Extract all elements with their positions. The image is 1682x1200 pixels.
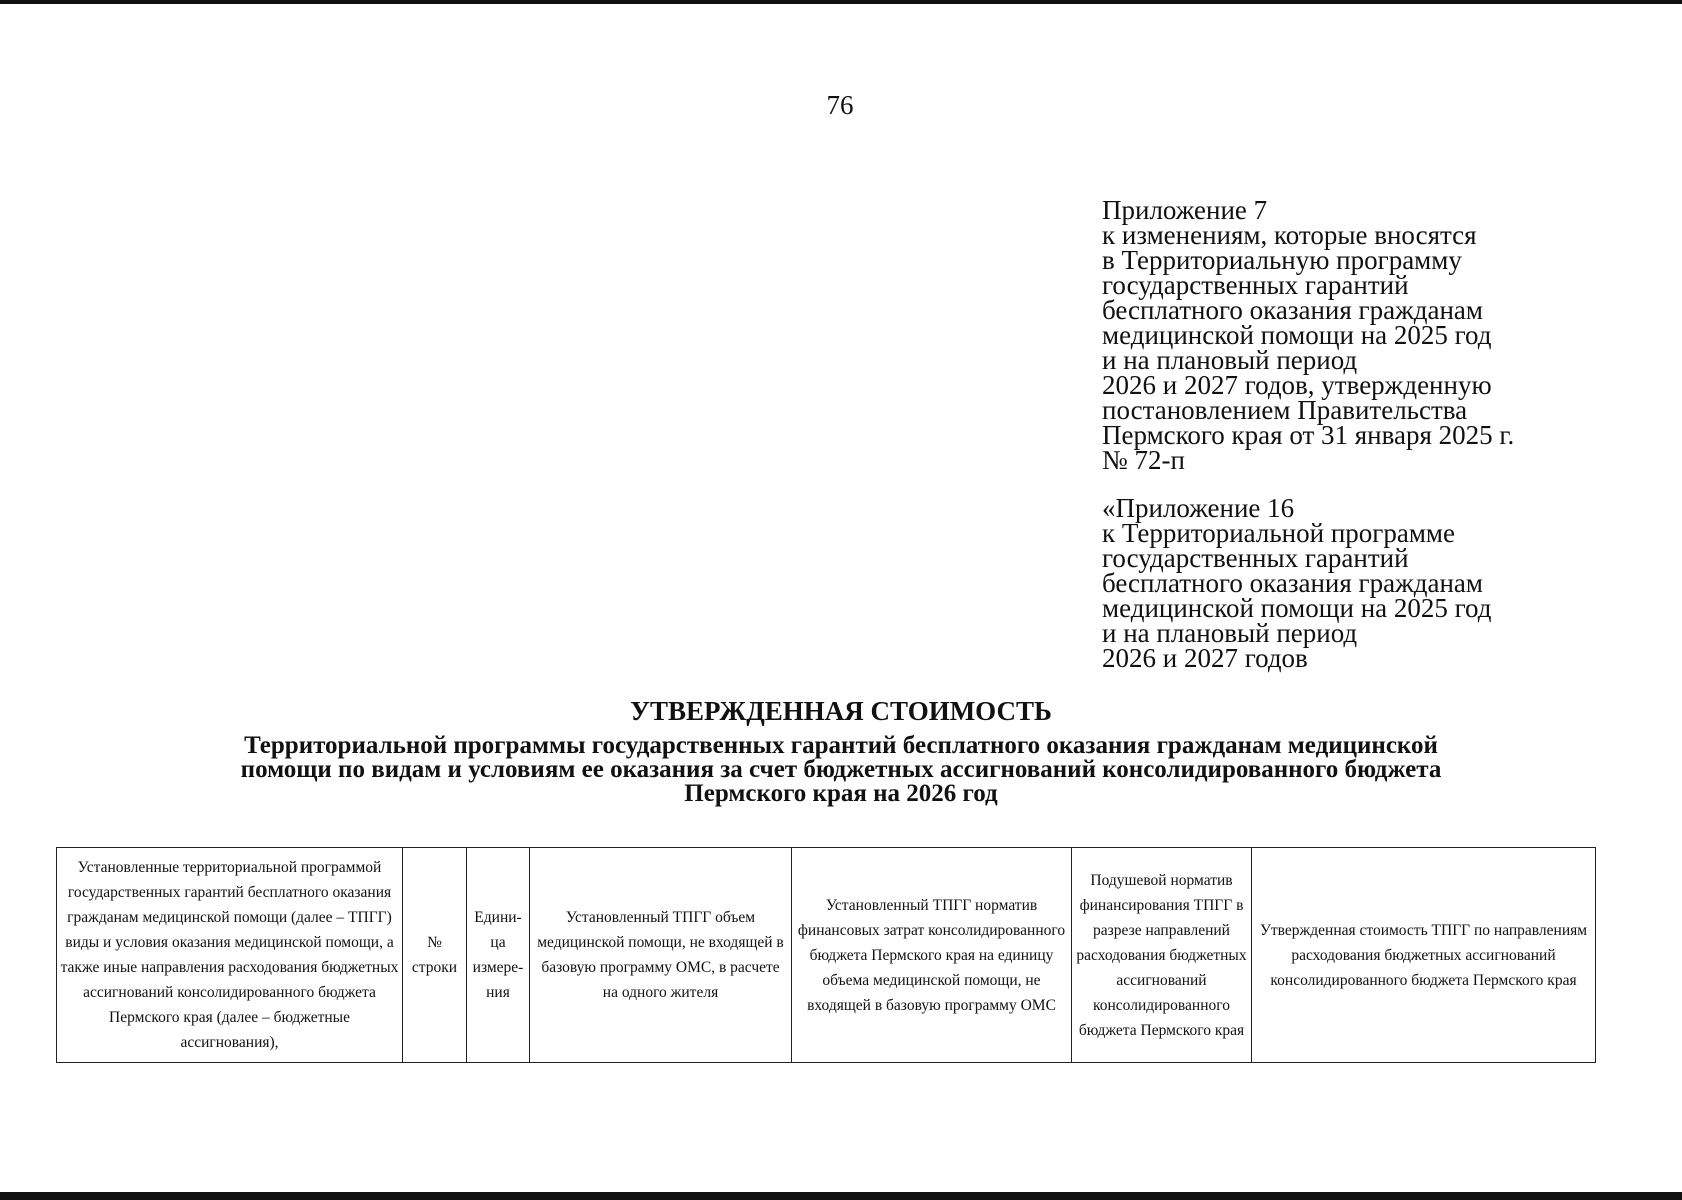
appendix-16-line: медицинской помощи на 2025 год: [1102, 593, 1492, 623]
document-title: УТВЕРЖДЕННАЯ СТОИМОСТЬ: [630, 696, 1052, 726]
appendix-7-line: № 72-п: [1102, 445, 1185, 475]
table-header-row: [57, 848, 1596, 1063]
page-number: 76: [826, 90, 854, 120]
appendix-16-line: 2026 и 2027 годов: [1102, 643, 1308, 673]
appendix-16-line: государственных гарантий: [1102, 543, 1409, 573]
appendix-7-line: в Территориальную программу: [1102, 245, 1462, 275]
header-cost-norm-per-unit: Установленный ТПГГ норматив финансовых затрат консолидированного бюджета Пермского края на единицу объема медицинской помощи, не входящей в базовую программу ОМС: [792, 848, 1072, 1063]
appendix-16-line: к Территориальной программе: [1102, 518, 1455, 548]
appendix-7-line: постановлением Правительства: [1102, 395, 1468, 425]
appendix-7-line: медицинской помощи на 2025 год: [1102, 320, 1492, 350]
appendix-7-line: государственных гарантий: [1102, 270, 1409, 300]
appendix-16-line: бесплатного оказания гражданам: [1102, 568, 1483, 598]
appendix-7-line: 2026 и 2027 годов, утвержденную: [1102, 370, 1492, 400]
appendix-16-line: и на плановый период: [1102, 618, 1358, 648]
appendix-7-block: [1102, 195, 1515, 475]
subtitle-line: Территориальной программы государственных гарантий бесплатного оказания гражданам медицинской: [244, 732, 1438, 759]
subtitle-line: помощи по видам и условиям ее оказания за счет бюджетных ассигнований консолидированного бюджета: [240, 756, 1442, 783]
document-subtitle: [0, 734, 1682, 806]
cost-table: [56, 847, 1596, 1063]
scan-top-edge: [0, 0, 1682, 4]
header-per-capita-norm: Подушевой норматив финансирования ТПГГ в разрезе направлений расходования бюджетных ассигнований консолидированного бюджета Пермского края: [1072, 848, 1252, 1063]
appendix-16-line: «Приложение 16: [1102, 493, 1295, 523]
header-care-types: Установленные территориальной программой государственных гарантий бесплатного оказания гражданам медицинской помощи (далее – ТПГГ) виды и условия оказания медицинской помощи, а также иные направления расходования бюджетных ассигнований консолидированного бюджета Пермского края (далее – бюджетные ассигнования),: [57, 848, 403, 1063]
appendix-7-line: Приложение 7: [1102, 195, 1268, 225]
appendix-7-line: к изменениям, которые вносятся: [1102, 220, 1477, 250]
header-row-number: № строки: [403, 848, 467, 1063]
header-unit: Едини- ца измере- ния: [467, 848, 530, 1063]
header-approved-cost: Утвержденная стоимость ТПГГ по направлениям расходования бюджетных ассигнований консолидированного бюджета Пермского края: [1252, 848, 1596, 1063]
appendix-7-line: и на плановый период: [1102, 345, 1358, 375]
header-volume-per-resident: Установленный ТПГГ объем медицинской помощи, не входящей в базовую программу ОМС, в расчете на одного жителя: [530, 848, 792, 1063]
appendix-7-line: бесплатного оказания гражданам: [1102, 295, 1483, 325]
appendix-16-block: [1102, 493, 1492, 673]
subtitle-line: Пермского края на 2026 год: [684, 780, 998, 807]
appendix-7-line: Пермского края от 31 января 2025 г.: [1102, 420, 1515, 450]
scan-bottom-edge: [0, 1192, 1682, 1200]
